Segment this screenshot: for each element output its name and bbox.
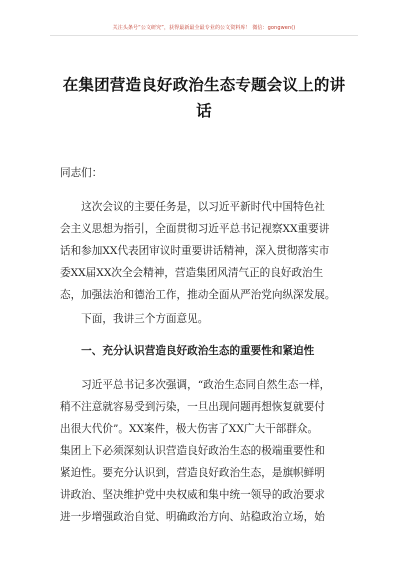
paragraph-3-line: 集团上下必须深刻认识营造良好政治生态的极端重要性和	[60, 445, 325, 457]
title-line-2: 话	[196, 101, 212, 120]
title-line-1: 在集团营造良好政治生态专题会议上的讲	[62, 75, 346, 94]
paragraph-1-line: 话和参加XX代表团审议时重要讲话精神，深入贯彻落实市	[60, 245, 330, 257]
paragraph-1-line: 这次会议的主要任务是，以习近平新时代中国特色社	[60, 201, 325, 213]
paragraph-3	[60, 374, 352, 528]
paragraph-1-line: 委XX届XX次全会精神，营造集团风清气正的良好政治生	[60, 267, 324, 279]
salutation: 同志们：	[60, 167, 103, 179]
paragraph-3-line: 讲政治、坚决维护党中央权威和集中统一领导的政治要求	[60, 489, 325, 501]
promo-banner: 关注头条号“公文研究”，获得最新最全最专业的公文资料库！ 微信：gongwen()	[112, 25, 296, 31]
paragraph-2: 下面，我讲三个方面意见。	[60, 313, 209, 325]
paragraph-3-line: 稍不注意就容易受到污染，一旦出现问题再想恢复就要付	[60, 401, 325, 413]
document-title	[56, 72, 352, 124]
paragraph-3-line: 习近平总书记多次强调，“政治生态同自然生态一样，	[60, 379, 331, 391]
paragraph-3-line: 进一步增强政治自觉、明确政治方向、站稳政治立场，始	[60, 511, 325, 523]
paragraph-1-line: 态，加强法治和德治工作，推动全面从严治党向纵深发展。	[60, 289, 336, 301]
paragraph-3-line: 出很大代价”。XX案件，极大伤害了XX广大干部群众。	[60, 423, 319, 435]
banner-divider	[50, 35, 358, 36]
section-heading-1: 一、充分认识营造良好政治生态的重要性和紧迫性	[60, 345, 315, 357]
paragraph-3-line: 紧迫性。要充分认识到，营造良好政治生态，是旗帜鲜明	[60, 467, 325, 479]
paragraph-1-line: 会主义思想为指引，全面贯彻习近平总书记视察XX重要讲	[60, 223, 330, 235]
paragraph-1	[60, 196, 352, 306]
